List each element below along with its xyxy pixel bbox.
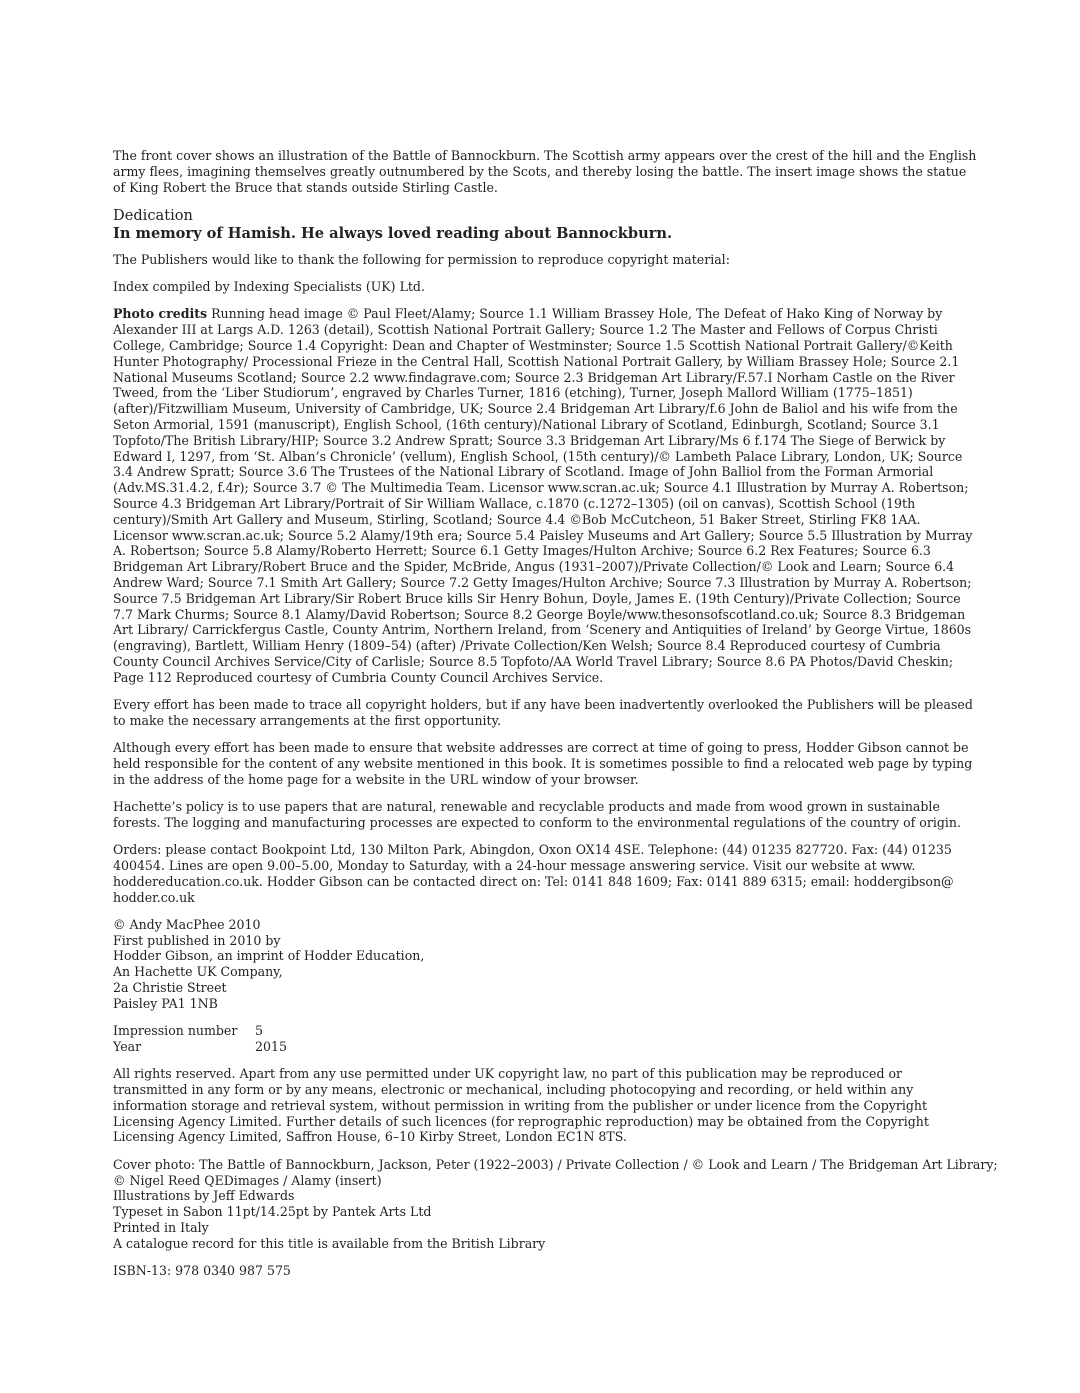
publisher-line: An Hachette UK Company, (113, 964, 283, 980)
publisher-block (113, 917, 979, 1012)
publisher-line: First published in 2010 by (113, 932, 281, 948)
catalogue-record: A catalogue record for this title is available from the British Library (113, 1235, 546, 1251)
printed-in: Printed in Italy (113, 1219, 209, 1235)
insert-photo-credit: © Nigel Reed QEDimages / Alamy (insert) (113, 1172, 382, 1188)
impression-number-value: 5 (255, 1023, 263, 1039)
orders-info: Orders: please contact Bookpoint Ltd, 130 Milton Park, Abingdon, Oxon OX14 4SE. Telephone: (44) 01235 827720. Fax: (44) 01235 400454. Lines are open 9.00–5.00, Monday to Saturday, with a 24-hour message answering service. Visit our website at www. hoddereducation.co.uk. Hodder Gibson can be contacted direct on: Tel: 0141 848 1609; Fax: 0141 889 6315; email: hoddergibson@ hodder.co.uk (113, 842, 954, 905)
isbn: ISBN-13: 978 0340 987 575 (113, 1263, 291, 1279)
cover-photo-credit: Cover photo: The Battle of Bannockburn, Jackson, Peter (1922–2003) / Private Collection / © Look and Learn / The Bridgeman Art Library; (113, 1156, 998, 1172)
dedication-title: Dedication (113, 206, 193, 224)
copyright-page (113, 148, 998, 1279)
permissions-thanks: The Publishers would like to thank the following for permission to reproduce copyright material: (113, 251, 730, 267)
colophon (113, 1156, 998, 1252)
cover-description: The front cover shows an illustration of the Battle of Bannockburn. The Scottish army appears over the crest of the hill and the English army flees, imagining themselves greatly outnumbered by the Scots, and thereby losing the battle. The insert image shows the statue of King Robert the Bruce that stands outside Stirling Castle. (113, 148, 977, 195)
impression-year-value: 2015 (255, 1038, 287, 1054)
impression-table (113, 1023, 979, 1055)
dedication-text: In memory of Hamish. He always loved reading about Bannockburn. (113, 225, 673, 243)
paper-policy: Hachette’s policy is to use papers that are natural, renewable and recyclable products and made from wood grown in sustainable forests. The logging and manufacturing processes are expected to conform to the environmental regulations of the country of origin. (113, 799, 961, 830)
copyright-line: © Andy MacPhee 2010 (113, 916, 261, 932)
impression-year-label: Year (113, 1038, 142, 1054)
publisher-line: 2a Christie Street (113, 980, 227, 996)
rights-statement: All rights reserved. Apart from any use permitted under UK copyright law, no part of this publication may be reproduced or transmitted in any form or by any means, electronic or mechanical, including photocopying and recording, or held within any information storage and retrieval system, without permission in writing from the publisher or under licence from the Copyright Licensing Agency Limited. Further details of such licences (for reprographic reproduction) may be obtained from the Copyright Licensing Agency Limited, Saffron House, 6–10 Kirby Street, London EC1N 8TS. (113, 1066, 929, 1145)
typeset-credit: Typeset in Sabon 11pt/14.25pt by Pantek Arts Ltd (113, 1204, 432, 1220)
website-disclaimer: Although every effort has been made to ensure that website addresses are correct at time of going to press, Hodder Gibson cannot be held responsible for the content of any website mentioned in this book. It is sometimes possible to find a relocated web page by typing in the address of the home page for a website in the URL window of your browser. (113, 740, 973, 787)
index-credit: Index compiled by Indexing Specialists (UK) Ltd. (113, 279, 425, 295)
impression-number-label: Impression number (113, 1023, 238, 1039)
dedication-section (113, 207, 979, 244)
copyright-effort-notice: Every effort has been made to trace all copyright holders, but if any have been inadvertently overlooked the Publishers will be pleased to make the necessary arrangements at the first opportunity. (113, 697, 973, 728)
photo-credits-label: Photo credits (113, 306, 208, 322)
illustrations-credit: Illustrations by Jeff Edwards (113, 1188, 295, 1204)
photo-credits-text: Running head image © Paul Fleet/Alamy; Source 1.1 William Brassey Hole, The Defeat of Hako King of Norway by Alexander III at Largs A.D. 1263 (detail), Scottish National Portrait Gallery; Source 1.2 The Master and Fellows of Corpus Christi College, Cambridge; Source 1.4 Copyright: Dean and Chapter of Westminster; Source 1.5 Scottish National Portrait Gallery/©Keith Hunter Photography/ Processional Frieze in the Central Hall, Scottish National Portrait Gallery, by William Brassey Hole; Source 2.1 National Museums Scotland; Source 2.2 www.findagrave.com; Source 2.3 Bridgeman Art Library/F.57.I Norham Castle on the River Tweed, from the ‘Liber Studiorum’, engraved by Charles Turner, 1816 (etching), Turner, Joseph Mallord William (1775–1851) (after)/Fitzwilliam Museum, University of Cambridge, UK; Source 2.4 Bridgeman Art Library/f.6 John de Baliol and his wife from the Seton Armorial, 1591 (manuscript), English School, (16th century)/National Library of Scotland, Edinburgh, Scotland; Source 3.1 Topfoto/The British Library/HIP; Source 3.2 Andrew Spratt; Source 3.3 Bridgeman Art Library/Ms 6 f.174 The Siege of Berwick by Edward I, 1297, from ‘St. Alban’s Chronicle’ (vellum), English School, (15th century)/© Lambeth Palace Library, London, UK; Source 3.4 Andrew Spratt; Source 3.6 The Trustees of the National Library of Scotland. Image of John Balliol from the Forman Armorial (Adv.MS.31.4.2, f.4r); Source 3.7 © The Multimedia Team. Licensor www.scran.ac.uk; Source 4.1 Illustration by Murray A. Robertson; Source 4.3 Bridgeman Art Library/Portrait of Sir William Wallace, c.1870 (c.1272–1305) (oil on canvas), Scottish School (19th century)/Smith Art Gallery and Museum, Stirling, Scotland; Source 4.4 ©Bob McCutcheon, 51 Baker Street, Stirling FK8 1AA. Licensor www.scran.ac.uk; Source 5.2 Alamy/19th era; Source 5.4 Paisley Museums and Art Gallery; Source 5.5 Illustration by Murray A. Robertson; Source 5.8 Alamy/Roberto Herrett; Source 6.1 Getty Images/Hulton Archive; Source 6.2 Rex Features; Source 6.3 Bridgeman Art Library/Robert Bruce and the Spider, McBride, Angus (1931–2007)/Private Collection/© Look and Learn; Source 6.4 Andrew Ward; Source 7.1 Smith Art Gallery; Source 7.2 Getty Images/Hulton Archive; Source 7.3 Illustration by Murray A. Robertson; Source 7.5 Bridgeman Art Library/Sir Robert Bruce kills Sir Henry Bohun, Doyle, James E. (19th Century)/Private Collection; Source 7.7 Mark Churms; Source 8.1 Alamy/David Robertson; Source 8.2 George Boyle/www.thesonsofscotland.co.uk; Source 8.3 Bridgeman Art Library/ Carrickfergus Castle, County Antrim, Northern Ireland, from ‘Scenery and Antiquities of Ireland’ by George Virtue, 1860s (engraving), Bartlett, William Henry (1809–54) (after) /Private Collection/Ken Welsh; Source 8.4 Reproduced courtesy of Cumbria County Council Archives Service/City of Carlisle; Source 8.5 Topfoto/AA World Travel Library; Source 8.6 PA Photos/David Cheskin; Page 112 Reproduced courtesy of Cumbria County Council Archives Service. (113, 306, 973, 685)
publisher-line: Paisley PA1 1NB (113, 995, 218, 1011)
publisher-line: Hodder Gibson, an imprint of Hodder Education, (113, 948, 425, 964)
photo-credits (113, 306, 979, 685)
